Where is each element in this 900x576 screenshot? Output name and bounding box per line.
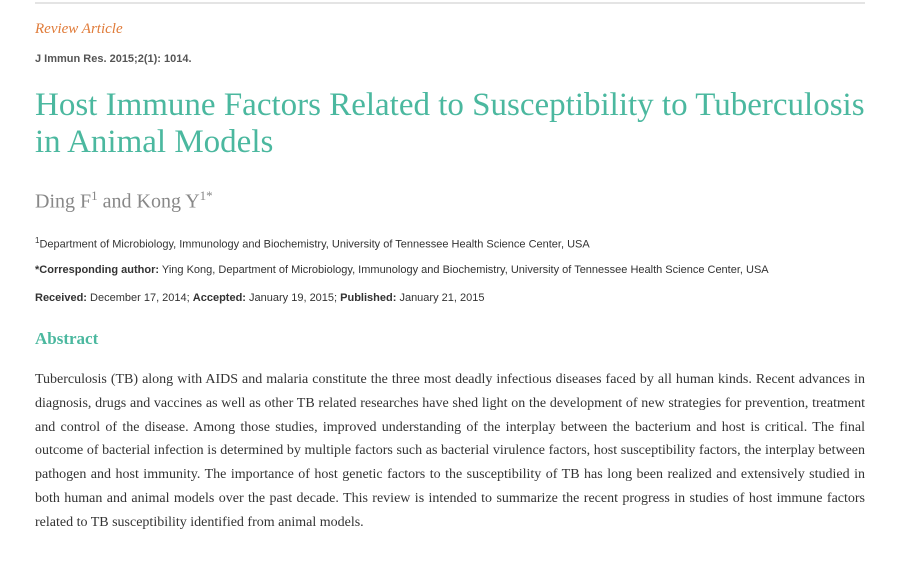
published-label: Published: <box>340 292 397 304</box>
top-divider <box>35 2 865 4</box>
accepted-date: January 19, 2015; <box>245 292 341 304</box>
received-label: Received: <box>35 292 87 304</box>
author-connector: and <box>102 190 132 213</box>
accepted-label: Accepted: <box>192 292 246 304</box>
received-date: December 17, 2014; <box>86 292 193 304</box>
corresponding-author <box>35 263 769 277</box>
author-name: Ding F <box>35 190 92 213</box>
affiliation <box>35 234 590 252</box>
author-name: Kong Y <box>136 190 200 213</box>
authors <box>35 183 213 215</box>
corresponding-text: Ying Kong, Department of Microbiology, Immunology and Biochemistry, University of Tennessee Health Science Center, USA <box>159 264 769 276</box>
author-affiliation-marker: 1* <box>199 188 213 203</box>
affiliation-text: Department of Microbiology, Immunology and Biochemistry, University of Tennessee Health Science Center, USA <box>39 238 590 251</box>
author-affiliation-marker: 1 <box>91 188 98 203</box>
article-title: Host Immune Factors Related to Susceptibility to Tuberculosis in Animal Models <box>35 87 865 160</box>
publication-dates <box>35 291 484 305</box>
abstract-text: Tuberculosis (TB) along with AIDS and malaria constitute the three most deadly infectious diseases faced by all human kinds. Recent advances in diagnosis, drugs and vaccines as well as other TB related researches have shed light on the development of new strategies for prevention, treatment and control of the disease. Among those studies, improved understanding of the interplay between the bacterium and host is critical. The final outcome of bacterial infection is determined by multiple factors such as bacterial virulence factors, host susceptibility factors, the interplay between pathogen and host immunity. The importance of host genetic factors to the susceptibility of TB has long been realized and extensively studied in both human and animal models over the past decade. This review is intended to summarize the recent progress in studies of host immune factors related to TB susceptibility identified from animal models. <box>35 372 865 530</box>
article-type: Review Article <box>35 21 123 37</box>
corresponding-label: *Corresponding author: <box>35 264 160 276</box>
published-date: January 21, 2015 <box>396 292 485 304</box>
affiliation-marker: 1 <box>35 236 40 245</box>
abstract-heading: Abstract <box>35 329 99 348</box>
citation: J Immun Res. 2015;2(1): 1014. <box>35 53 192 65</box>
